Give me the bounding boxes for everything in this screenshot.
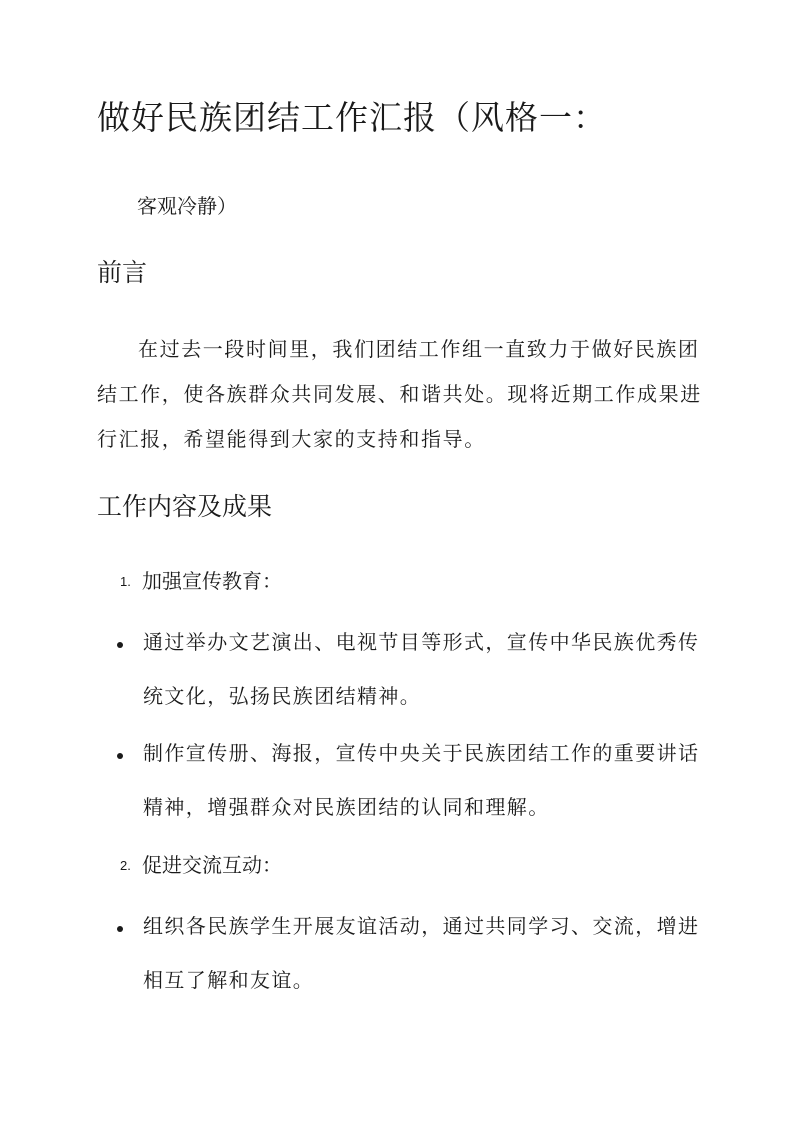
bullet-text: 制作宣传册、海报，宣传中央关于民族团结工作的重要讲话精神，增强群众对民族团结的认同和理解。 [143, 741, 700, 819]
document-title: 做好民族团结工作汇报（风格一： [97, 98, 607, 137]
bullet-icon [117, 926, 123, 932]
preface-heading: 前言 [97, 258, 148, 287]
preface-paragraph: 在过去一段时间里，我们团结工作组一直致力于做好民族团结工作，使各族群众共同发展、和谐共处。现将近期工作成果进行汇报，希望能得到大家的支持和指导。 [97, 337, 702, 451]
numbered-item [120, 851, 282, 880]
document-subtitle: 客观冷静） [137, 194, 237, 218]
bullet-item [117, 899, 707, 1007]
item-number: 2. [120, 858, 131, 873]
bullet-text: 组织各民族学生开展友谊活动，通过共同学习、交流，增进相互了解和友谊。 [143, 914, 700, 992]
item-label: 加强宣传教育： [142, 569, 282, 593]
bullet-text: 通过举办文艺演出、电视节目等形式，宣传中华民族优秀传统文化，弘扬民族团结精神。 [143, 630, 700, 708]
numbered-item [120, 567, 282, 596]
bullet-icon [117, 753, 123, 759]
bullet-icon [117, 642, 123, 648]
item-label: 促进交流互动： [142, 853, 282, 877]
work-heading: 工作内容及成果 [97, 492, 273, 521]
bullet-item [117, 615, 707, 723]
item-number: 1. [120, 574, 131, 589]
bullet-item [117, 726, 707, 834]
